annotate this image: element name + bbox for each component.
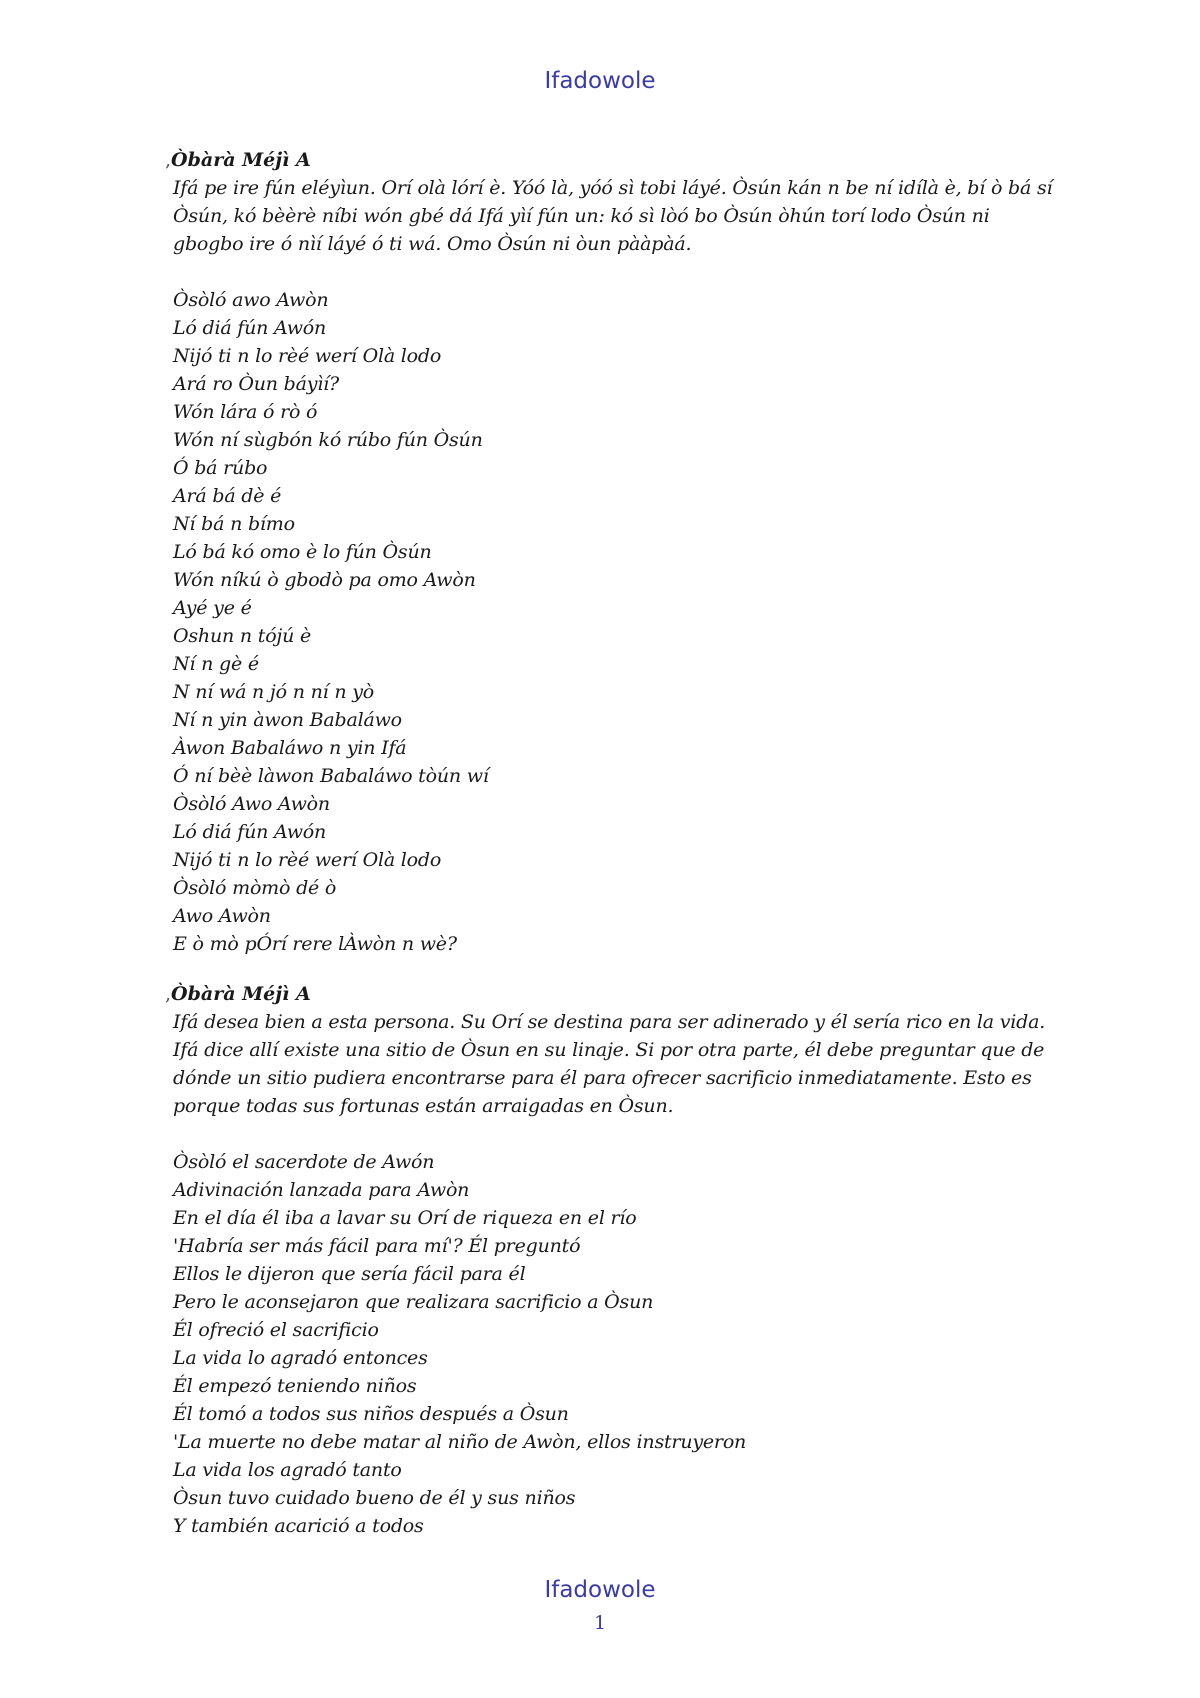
verse-line: Ló diá fún Awón (173, 317, 327, 339)
running-footer: Ifadowole (544, 1577, 656, 1603)
running-header: Ifadowole (544, 68, 656, 94)
verse-lines (173, 1148, 1053, 1540)
verse-line: Wón lára ó rò ó (173, 401, 318, 423)
verse-line: La vida lo agradó entonces (173, 1347, 428, 1369)
verse-line: Adivinación lanzada para Awòn (173, 1179, 470, 1201)
section-heading (165, 980, 1053, 1008)
verse-line: Awo Awòn (173, 905, 271, 927)
verse-line: La vida los agradó tanto (173, 1459, 402, 1481)
verse-line: Àwon Babaláwo n yin Ifá (173, 737, 407, 759)
verse-section (165, 980, 1053, 1540)
verse-line: Ará ro Òun báyìí? (173, 373, 339, 395)
verse-line: Ellos le dijeron que sería fácil para él (173, 1263, 526, 1285)
document-body (165, 146, 1053, 1562)
verse-line: Òsòló Awo Awòn (173, 793, 330, 815)
verse-line: Él tomó a todos sus niños después a Òsun (173, 1403, 569, 1425)
verse-line: Ó ní bèè làwon Babaláwo tòún wí (173, 765, 489, 787)
verse-line: Òsòló el sacerdote de Awón (173, 1151, 435, 1173)
verse-line: Él empezó teniendo niños (173, 1375, 417, 1397)
verse-line: Ní n gè é (173, 653, 259, 675)
verse-line: Òsun tuvo cuidado bueno de él y sus niños (173, 1487, 576, 1509)
verse-line: Ayé ye é (173, 597, 252, 619)
verse-line: Ó bá rúbo (173, 457, 268, 479)
verse-line: Él ofreció el sacrificio (173, 1319, 379, 1341)
verse-line: Ní bá n bímo (173, 513, 295, 535)
verse-line: Pero le aconsejaron que realizara sacrificio a Òsun (173, 1291, 654, 1313)
verse-line: Nijó ti n lo rèé werí Olà lodo (173, 849, 442, 871)
verse-line: Oshun n tójú è (173, 625, 312, 647)
verse-line: Wón ní sùgbón kó rúbo fún Òsún (173, 429, 483, 451)
verse-line: 'La muerte no debe matar al niño de Awòn, ellos instruyeron (173, 1431, 747, 1453)
section-heading-text: Òbàrà Méjì A (171, 983, 311, 1005)
verse-line: E ò mò pÓrí rere lÀwòn n wè? (173, 933, 457, 955)
verse-line: Ará bá dè é (173, 485, 282, 507)
verse-line: Nijó ti n lo rèé werí Olà lodo (173, 345, 442, 367)
section-paragraph: Ifá pe ire fún eléyìun. Orí olà lórí è. Yóó là, yóó sì tobi láyé. Òsún kán n be ní idílà è, bí ò bá sí Òsún, kó bèèrè níbi wón gbé dá Ifá yìí fún un: kó sì lòó bo Òsún òhún torí lodo Òsún ni gbogbo ire ó nìí láyé ó ti wá. Omo Òsún ni òun pààpàá. (173, 177, 1053, 255)
verse-line: Ní n yin àwon Babaláwo (173, 709, 402, 731)
heading-marker: , (165, 149, 172, 171)
verse-lines (173, 286, 1053, 958)
verse-line: Ló diá fún Awón (173, 821, 327, 843)
verse-section (165, 146, 1053, 958)
section-heading (165, 146, 1053, 174)
verse-line: Òsòló mòmò dé ò (173, 877, 337, 899)
page-number: 1 (593, 1612, 607, 1634)
verse-line: En el día él iba a lavar su Orí de riqueza en el río (173, 1207, 637, 1229)
verse-line: 'Habría ser más fácil para mí'? Él preguntó (173, 1235, 581, 1257)
verse-line: Ló bá kó omo è lo fún Òsún (173, 541, 432, 563)
verse-line: Òsòló awo Awòn (173, 289, 329, 311)
verse-line: N ní wá n jó n ní n yò (173, 681, 374, 703)
section-heading-text: Òbàrà Méjì A (171, 149, 311, 171)
section-paragraph: Ifá desea bien a esta persona. Su Orí se destina para ser adinerado y él sería rico en la vida. Ifá dice allí existe una sitio de Òsun en su linaje. Si por otra parte, él debe preguntar que de dónde un sitio pudiera encontrarse para él para ofrecer sacrificio inmediatamente. Esto es porque todas sus fortunas están arraigadas en Òsun. (173, 1011, 1046, 1117)
heading-marker: , (165, 983, 172, 1005)
verse-line: Y también acarició a todos (173, 1515, 424, 1537)
verse-line: Wón níkú ò gbodò pa omo Awòn (173, 569, 476, 591)
